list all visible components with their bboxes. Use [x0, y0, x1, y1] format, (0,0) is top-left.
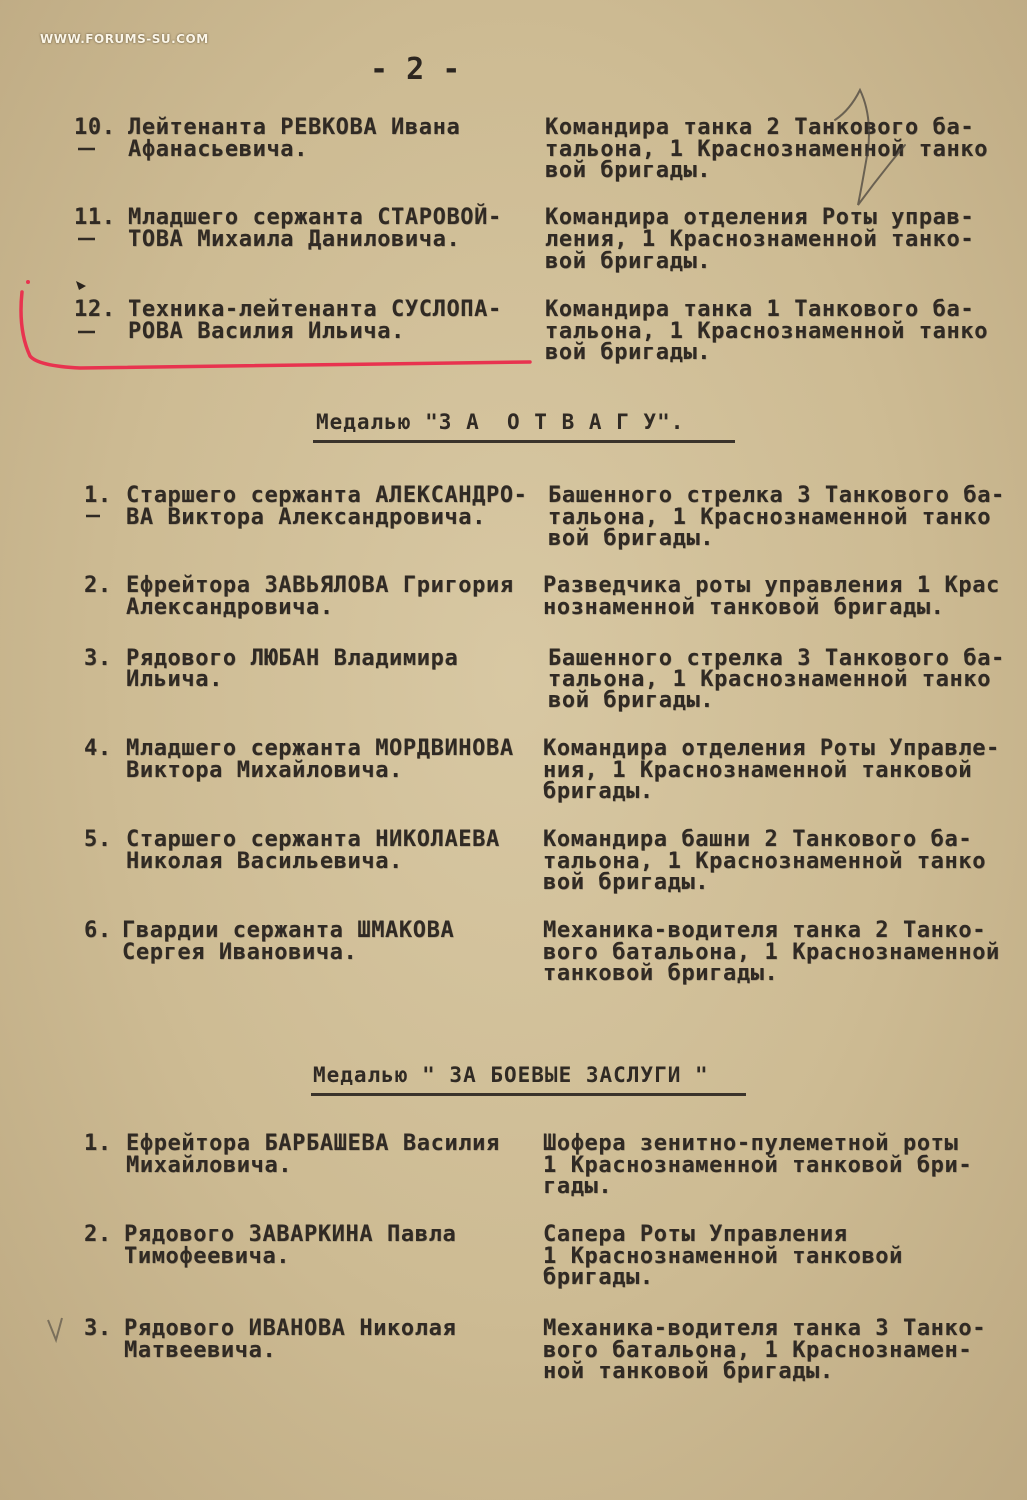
entry-position-line: Командира танка 2 Танкового ба-	[545, 115, 975, 140]
entry-name-line: Ефрейтора БАРБАШЕВА Василия	[126, 1131, 500, 1156]
entry-position-line: вого батальона, 1 Краснознаменной	[543, 940, 1000, 965]
entry-position-line: тальона, 1 Краснознаменной танко	[543, 849, 987, 874]
entry-name-line: Рядового ЗАВАРКИНА Павла	[124, 1222, 457, 1247]
entry-name-line: Гвардии сержанта ШМАКОВА	[122, 918, 455, 943]
entry-position-line: бригады.	[543, 779, 654, 804]
entry-position-line: вой бригады.	[545, 340, 712, 365]
entry-name-line: Виктора Михайловича.	[126, 758, 403, 783]
entry-name-line: Сергея Ивановича.	[122, 940, 358, 965]
entry-number: 6.	[84, 918, 112, 943]
section-heading-otvaga: Медалью "З А О Т В А Г У".	[316, 410, 685, 434]
page-number: - 2 -	[370, 52, 461, 87]
entry-name-line: Афанасьевича.	[128, 137, 308, 162]
entry-position-line: вой бригады.	[545, 158, 712, 183]
entry-number: 10.	[74, 115, 116, 140]
entry-position-line: Командира башни 2 Танкового ба-	[543, 827, 973, 852]
entry-name-line: Младшего сержанта МОРДВИНОВА	[126, 736, 514, 761]
entry-position-line: вой бригады.	[548, 526, 715, 551]
entry-position-line: Механика-водителя танка 3 Танко-	[543, 1316, 987, 1341]
entry-position-line: 1 Краснознаменной танковой	[543, 1244, 903, 1269]
entry-position-line: Командира отделения Роты управ-	[545, 205, 975, 230]
entry-name-line: Ефрейтора ЗАВЬЯЛОВА Григория	[126, 573, 514, 598]
entry-number: 2.	[84, 1222, 112, 1247]
entry-position-line: ной танковой бригады.	[543, 1359, 834, 1384]
entry-position-line: Разведчика роты управления 1 Крас	[543, 573, 1000, 598]
entry-number: 1.	[84, 1131, 112, 1156]
entry-position-line: Башенного стрелка 3 Танкового ба-	[548, 483, 1005, 508]
entry-number: 3.	[84, 1316, 112, 1341]
watermark: WWW.FORUMS-SU.COM	[40, 32, 209, 46]
pencil-check-mark	[835, 90, 905, 205]
entry-number: 11.	[74, 205, 116, 230]
entry-position-line: Башенного стрелка 3 Танкового ба-	[548, 646, 1005, 671]
entry-name-line: Старшего сержанта АЛЕКСАНДРО-	[126, 483, 528, 508]
entry-position-line: вой бригады.	[548, 688, 715, 713]
entry-number: 2.	[84, 573, 112, 598]
red-dot-mark	[26, 280, 30, 284]
entry-name-line: Рядового ИВАНОВА Николая	[124, 1316, 457, 1341]
entry-position-line: вой бригады.	[543, 870, 710, 895]
entry-number: 5.	[84, 827, 112, 852]
entry-position-line: ния, 1 Краснознаменной танковой	[543, 758, 973, 783]
entry-number: 3.	[84, 646, 112, 671]
entry-position-line: тальона, 1 Краснознаменной танко	[545, 137, 989, 162]
entry-position-line: вой бригады.	[545, 249, 712, 274]
pencil-tick-mark	[48, 1318, 62, 1340]
entry-position-line: тальона, 1 Краснознаменной танко	[548, 505, 992, 530]
entry-name-line: ВА Виктора Александровича.	[126, 505, 486, 530]
entry-name-line: Ильича.	[126, 667, 223, 692]
entry-name-line: Лейтенанта РЕВКОВА Ивана	[128, 115, 461, 140]
entry-name-line: Михайловича.	[126, 1153, 293, 1178]
entry-position-line: тальона, 1 Краснознаменной танко	[545, 319, 989, 344]
entry-number: 4.	[84, 736, 112, 761]
entry-position-line: Командира танка 1 Танкового ба-	[545, 297, 975, 322]
entry-name-line: Старшего сержанта НИКОЛАЕВА	[126, 827, 500, 852]
entry-position-line: Шофера зенитно-пулеметной роты	[543, 1131, 959, 1156]
entry-name-line: Техника-лейтенанта СУСЛОПА-	[128, 297, 502, 322]
entry-name-line: Тимофеевича.	[124, 1244, 291, 1269]
entry-position-line: гады.	[543, 1174, 613, 1199]
entry-name-line: Младшего сержанта СТАРОВОЙ-	[128, 205, 502, 230]
entry-position-line: 1 Краснознаменной танковой бри-	[543, 1153, 973, 1178]
entry-position-line: тальона, 1 Краснознаменной танко	[548, 667, 992, 692]
entry-position-line: Командира отделения Роты Управле-	[543, 736, 1000, 761]
entry-number: 12.	[74, 297, 116, 322]
entry-position-line: вого батальона, 1 Краснознамен-	[543, 1338, 973, 1363]
entry-position-line: нознаменной танковой бригады.	[543, 595, 945, 620]
entry-name-line: Александровича.	[126, 595, 334, 620]
dot-mark	[76, 281, 86, 290]
entry-number: 1.	[84, 483, 112, 508]
entry-name-line: Матвеевича.	[124, 1338, 277, 1363]
entry-name-line: Николая Васильевича.	[126, 849, 403, 874]
entry-name-line: РОВА Василия Ильича.	[128, 319, 405, 344]
red-underline-mark	[21, 292, 530, 368]
entry-name-line: Рядового ЛЮБАН Владимира	[126, 646, 459, 671]
entry-position-line: Сапера Роты Управления	[543, 1222, 848, 1247]
entry-position-line: Механика-водителя танка 2 Танко-	[543, 918, 987, 943]
entry-position-line: ления, 1 Краснознаменной танко-	[545, 227, 975, 252]
entry-name-line: ТОВА Михаила Даниловича.	[128, 227, 461, 252]
section-heading-boevye-zaslugi: Медалью " ЗА БОЕВЫЕ ЗАСЛУГИ "	[313, 1063, 709, 1087]
entry-position-line: танковой бригады.	[543, 961, 779, 986]
entry-position-line: бригады.	[543, 1265, 654, 1290]
